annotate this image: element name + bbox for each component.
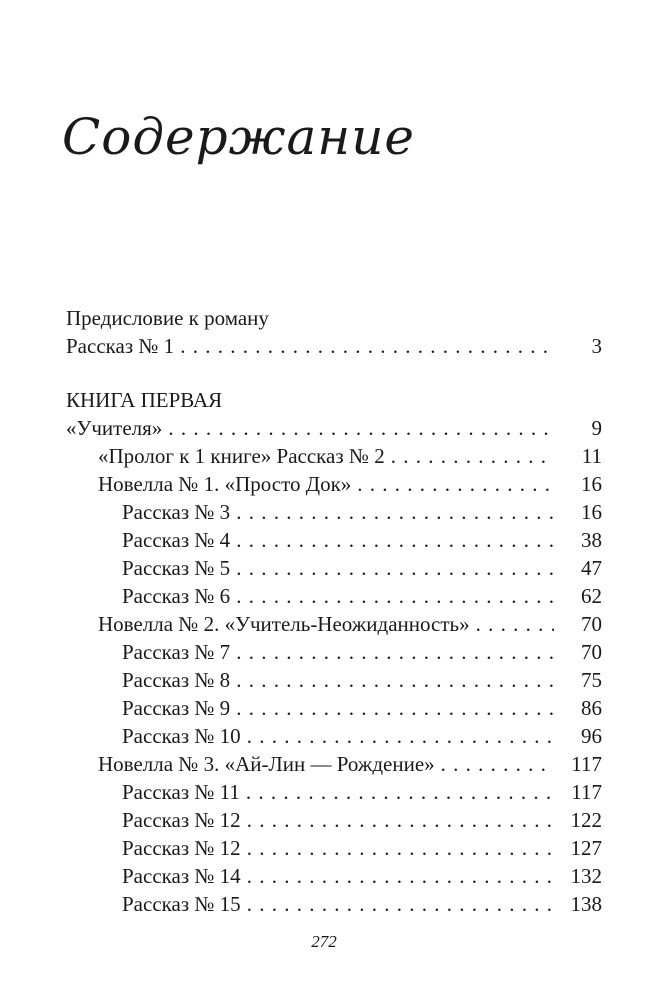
toc-entry-page: 127 [570,836,602,860]
toc-entry-page: 117 [571,752,602,776]
dot-leader [247,890,554,918]
dot-leader [236,526,554,554]
toc-entry-page: 62 [581,584,602,608]
toc-entry [66,778,602,806]
dot-leader [236,554,554,582]
toc-entry-label: Рассказ № 15 [122,892,241,916]
toc-entry-page: 16 [581,472,602,496]
preface-heading: Предисловие к роману [66,306,269,330]
toc-entry [66,442,602,470]
toc-entry-preface [66,332,602,360]
toc-entry-label: Новелла № 2. «Учитель-Неожиданность» [98,612,470,636]
dot-leader [247,806,554,834]
dot-leader [236,498,554,526]
dot-leader [236,638,554,666]
toc-entry-label: Рассказ № 1 [66,334,175,358]
toc-entry [66,582,602,610]
page-title: Содержание [62,108,416,166]
toc-entry-label: «Учителя» [66,416,163,440]
toc-entry-page: 47 [581,556,602,580]
toc-entry-page: 70 [581,640,602,664]
toc-entry [66,834,602,862]
toc-entry [66,806,602,834]
toc-entry-page: 86 [581,696,602,720]
toc-entry [66,526,602,554]
toc-entry-page: 122 [570,808,602,832]
toc-entry-page: 11 [581,444,602,468]
toc-entry-label: Рассказ № 4 [122,528,231,552]
toc-entry [66,722,602,750]
toc-entry-page: 38 [581,528,602,552]
toc-entry-label: Рассказ № 14 [122,864,241,888]
page-number: 272 [311,932,337,951]
toc-entry [66,610,602,638]
toc-entry-page: 75 [581,668,602,692]
toc-entry-label: «Пролог к 1 книге» Рассказ № 2 [98,444,385,468]
toc-entry [66,414,602,442]
toc-entry-page: 9 [591,416,602,440]
dot-leader [391,442,554,470]
toc-entry [66,498,602,526]
toc-entry-label: Рассказ № 12 [122,808,241,832]
toc-entry-label: Новелла № 3. «Ай-Лин — Рождение» [98,752,435,776]
toc-entry [66,638,602,666]
toc-entry [66,694,602,722]
dot-leader [441,750,554,778]
dot-leader [247,862,554,890]
toc-entry-label: Рассказ № 10 [122,724,241,748]
toc-entry-page: 96 [581,724,602,748]
toc-entry-page: 3 [591,334,602,358]
toc-entry-label: Рассказ № 8 [122,668,231,692]
table-of-contents [66,304,602,918]
dot-leader [247,834,554,862]
toc-entry [66,666,602,694]
book-heading: КНИГА ПЕРВАЯ [66,388,223,412]
toc-entry-label: Рассказ № 12 [122,836,241,860]
dot-leader [236,694,554,722]
toc-entry-label: Рассказ № 11 [122,780,240,804]
toc-entry-label: Рассказ № 9 [122,696,231,720]
toc-entry-page: 70 [581,612,602,636]
toc-entry-label: Рассказ № 5 [122,556,231,580]
dot-leader [357,470,554,498]
dot-leader [247,722,554,750]
toc-entry-page: 117 [571,780,602,804]
dot-leader [236,666,554,694]
dot-leader [246,778,554,806]
toc-entry [66,890,602,918]
toc-entry [66,750,602,778]
dot-leader [476,610,554,638]
dot-leader [236,582,554,610]
toc-entry-label: Рассказ № 3 [122,500,231,524]
toc-entry [66,470,602,498]
toc-entry [66,554,602,582]
toc-entry-label: Рассказ № 7 [122,640,231,664]
dot-leader [168,414,554,442]
toc-entry-label: Новелла № 1. «Просто Док» [98,472,352,496]
toc-entry-label: Рассказ № 6 [122,584,231,608]
toc-entry-page: 138 [570,892,602,916]
dot-leader [180,332,554,360]
toc-entry-page: 132 [570,864,602,888]
toc-entry-page: 16 [581,500,602,524]
toc-entry [66,862,602,890]
